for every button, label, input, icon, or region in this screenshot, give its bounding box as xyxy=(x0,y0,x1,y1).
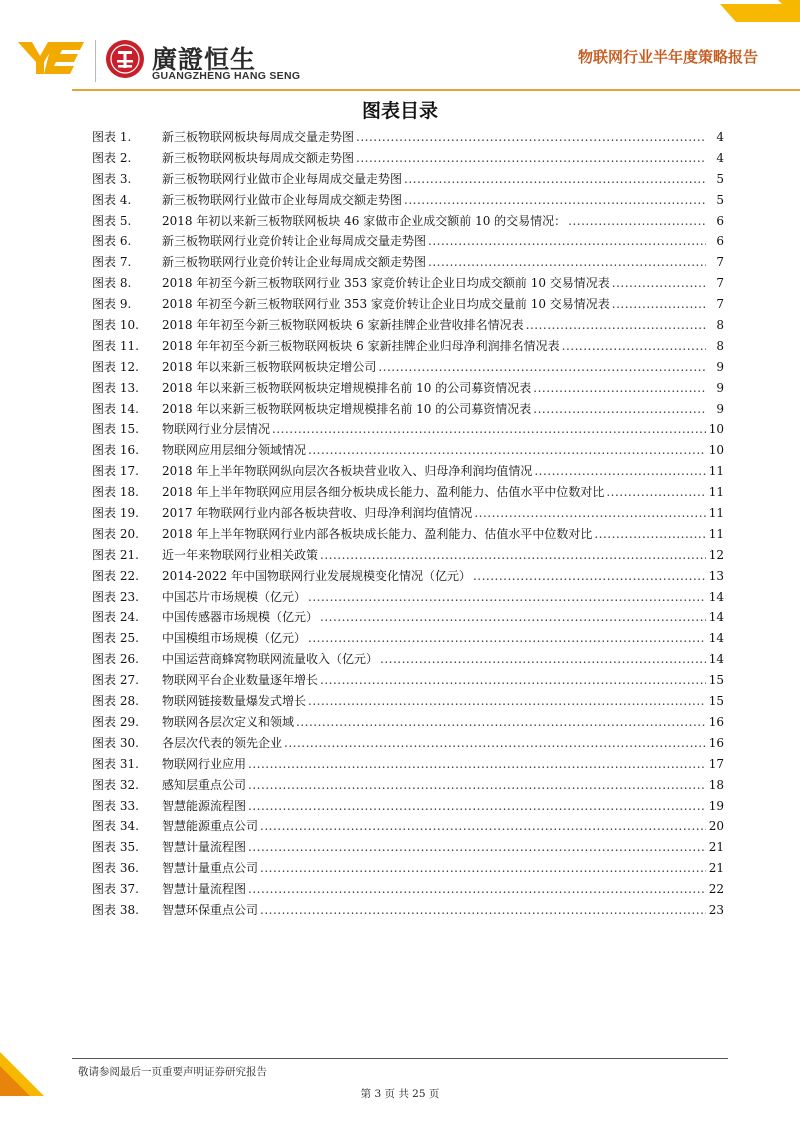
toc-entry-title: 2018 年以来新三板物联网板块定增公司 xyxy=(162,359,377,374)
logo-divider xyxy=(95,40,96,82)
toc-entry-title: 智慧计量流程图 xyxy=(162,840,247,855)
toc-entry-title: 2018 年年初至今新三板物联网板块 6 家新挂牌企业营收排名情况表 xyxy=(162,318,524,333)
toc-entry[interactable] xyxy=(92,400,724,421)
toc-leader-dots xyxy=(356,130,706,144)
toc-entry-title: 2018 年初至今新三板物联网行业 353 家竞价转让企业日均成交额前 10 交易情况表 xyxy=(162,276,610,291)
toc-entry-page: 22 xyxy=(708,882,724,897)
toc-entry[interactable] xyxy=(92,232,724,253)
toc-entry[interactable] xyxy=(92,316,724,337)
toc-leader-dots xyxy=(474,506,706,520)
toc-entry-number: 图表 29. xyxy=(92,714,139,729)
toc-entry-title: 2018 年以来新三板物联网板块定增规模排名前 10 的公司募资情况表 xyxy=(162,401,532,416)
toc-entry[interactable] xyxy=(92,420,724,441)
toc-entry-title: 2018 年上半年物联网行业内部各板块成长能力、盈利能力、估值水平中位数对比 xyxy=(162,526,593,541)
toc-entry[interactable] xyxy=(92,588,724,609)
toc-leader-dots xyxy=(248,757,706,771)
toc-entry[interactable] xyxy=(92,692,724,713)
company-seal-icon xyxy=(106,40,144,78)
toc-leader-dots xyxy=(356,151,706,165)
toc-entry-title: 智慧能源重点公司 xyxy=(162,819,259,834)
toc-entry-title: 物联网行业应用 xyxy=(162,756,247,771)
toc-entry-page: 9 xyxy=(716,401,724,416)
page-number: 第 3 页 共 25 页 xyxy=(360,1088,440,1100)
toc-leader-dots xyxy=(248,840,706,854)
toc-entry-page: 21 xyxy=(708,840,724,855)
table-of-figures xyxy=(92,128,724,922)
toc-leader-dots xyxy=(612,276,706,290)
toc-entry-title: 近一年来物联网行业相关政策 xyxy=(162,547,319,562)
toc-entry-number: 图表 25. xyxy=(92,631,139,646)
toc-entry-page: 19 xyxy=(708,798,724,813)
toc-entry[interactable] xyxy=(92,128,724,149)
toc-entry[interactable] xyxy=(92,797,724,818)
toc-entry-page: 13 xyxy=(708,568,724,583)
toc-entry-number: 图表 11. xyxy=(92,338,139,353)
toc-entry-page: 9 xyxy=(716,359,724,374)
header-divider xyxy=(72,89,800,91)
toc-leader-dots xyxy=(404,193,706,207)
toc-entry[interactable] xyxy=(92,776,724,797)
toc-leader-dots xyxy=(404,172,706,186)
toc-leader-dots xyxy=(534,464,706,478)
toc-entry-number: 图表 35. xyxy=(92,840,139,855)
toc-leader-dots xyxy=(320,610,706,624)
toc-entry-title: 新三板物联网行业做市企业每周成交额走势图 xyxy=(162,192,403,207)
toc-leader-dots xyxy=(380,652,706,666)
company-name-cn: 廣證恒生 xyxy=(152,45,257,74)
footer-divider xyxy=(72,1058,728,1059)
toc-entry[interactable] xyxy=(92,462,724,483)
toc-entry[interactable] xyxy=(92,901,724,922)
toc-entry-page: 8 xyxy=(716,318,724,333)
toc-leader-dots xyxy=(248,799,706,813)
toc-entry-number: 图表 3. xyxy=(92,171,132,186)
toc-entry-title: 新三板物联网板块每周成交量走势图 xyxy=(162,130,355,144)
footer-disclaimer: 敬请参阅最后一页重要声明证券研究报告 xyxy=(78,1066,267,1078)
toc-entry-title: 中国模组市场规模（亿元） xyxy=(162,631,307,646)
toc-leader-dots xyxy=(606,485,706,499)
toc-leader-dots xyxy=(562,339,706,353)
toc-entry-page: 17 xyxy=(708,756,724,771)
toc-leader-dots xyxy=(272,422,706,436)
toc-entry[interactable] xyxy=(92,859,724,880)
toc-entry[interactable] xyxy=(92,191,724,212)
toc-leader-dots xyxy=(248,882,706,896)
toc-entry-number: 图表 33. xyxy=(92,798,139,813)
toc-entry[interactable] xyxy=(92,295,724,316)
page-header xyxy=(0,0,800,100)
toc-entry-title: 智慧计量重点公司 xyxy=(162,861,259,876)
toc-entry-page: 12 xyxy=(708,547,724,562)
corner-stripe-icon xyxy=(720,4,800,22)
toc-entry-page: 11 xyxy=(708,464,724,479)
toc-entry-title: 物联网链接数量爆发式增长 xyxy=(162,694,307,709)
toc-entry[interactable] xyxy=(92,504,724,525)
toc-entry-page: 14 xyxy=(708,589,724,604)
toc-entry[interactable] xyxy=(92,650,724,671)
toc-entry-title: 智慧能源流程图 xyxy=(162,798,247,813)
toc-entry-number: 图表 27. xyxy=(92,673,139,688)
toc-entry-number: 图表 17. xyxy=(92,464,139,479)
toc-leader-dots xyxy=(308,631,706,645)
toc-entry-number: 图表 16. xyxy=(92,443,139,458)
toc-entry-page: 10 xyxy=(708,422,724,437)
toc-entry-page: 7 xyxy=(716,276,724,291)
toc-entry-number: 图表 4. xyxy=(92,192,132,207)
toc-entry-title: 2017 年物联网行业内部各板块营收、归母净利润均值情况 xyxy=(162,506,473,521)
toc-leader-dots xyxy=(308,694,706,708)
toc-entry-page: 4 xyxy=(716,150,724,165)
toc-entry-number: 图表 6. xyxy=(92,234,132,249)
toc-entry-number: 图表 37. xyxy=(92,882,139,897)
toc-entry-number: 图表 15. xyxy=(92,422,139,437)
report-title: 物联网行业半年度策略报告 xyxy=(577,48,758,66)
toc-entry-number: 图表 2. xyxy=(92,150,132,165)
toc-entry-number: 图表 28. xyxy=(92,694,139,709)
toc-entry[interactable] xyxy=(92,755,724,776)
toc-entry-title: 2018 年以来新三板物联网板块定增规模排名前 10 的公司募资情况表 xyxy=(162,380,532,395)
toc-entry[interactable] xyxy=(92,149,724,170)
toc-entry[interactable] xyxy=(92,629,724,650)
toc-leader-dots xyxy=(308,443,706,457)
toc-entry-number: 图表 24. xyxy=(92,610,139,625)
toc-entry-title: 中国传感器市场规模（亿元） xyxy=(162,610,319,625)
toc-leader-dots xyxy=(260,861,706,875)
toc-entry-page: 15 xyxy=(708,673,724,688)
page-title: 图表目录 xyxy=(361,100,438,122)
toc-leader-dots xyxy=(260,903,706,917)
toc-entry-page: 4 xyxy=(716,130,724,144)
toc-entry[interactable] xyxy=(92,713,724,734)
toc-entry-page: 10 xyxy=(708,443,724,458)
toc-entry[interactable] xyxy=(92,441,724,462)
toc-entry-number: 图表 20. xyxy=(92,526,139,541)
toc-entry-page: 16 xyxy=(708,735,724,750)
toc-leader-dots xyxy=(260,819,706,833)
toc-entry-number: 图表 8. xyxy=(92,276,132,291)
toc-entry[interactable] xyxy=(92,734,724,755)
toc-entry-page: 5 xyxy=(716,171,724,186)
toc-entry-page: 8 xyxy=(716,338,724,353)
toc-entry-page: 9 xyxy=(716,380,724,395)
toc-entry-number: 图表 31. xyxy=(92,756,139,771)
toc-leader-dots xyxy=(320,548,706,562)
toc-entry-number: 图表 30. xyxy=(92,735,139,750)
toc-leader-dots xyxy=(533,381,706,395)
toc-entry-page: 7 xyxy=(716,255,724,270)
toc-entry-number: 图表 23. xyxy=(92,589,139,604)
toc-entry[interactable] xyxy=(92,525,724,546)
toc-entry-title: 2018 年初至今新三板物联网行业 353 家竞价转让企业日均成交量前 10 交易情况表 xyxy=(162,297,610,312)
toc-leader-dots xyxy=(308,590,706,604)
toc-entry-title: 中国运营商蜂窝物联网流量收入（亿元） xyxy=(162,652,379,667)
toc-entry-title: 智慧计量流程图 xyxy=(162,882,247,897)
toc-entry-page: 14 xyxy=(708,652,724,667)
toc-entry[interactable] xyxy=(92,337,724,358)
toc-entry[interactable] xyxy=(92,358,724,379)
toc-entry-number: 图表 5. xyxy=(92,213,132,228)
toc-entry-number: 图表 19. xyxy=(92,506,139,521)
toc-entry-number: 图表 38. xyxy=(92,902,139,917)
toc-entry[interactable] xyxy=(92,671,724,692)
toc-entry[interactable] xyxy=(92,817,724,838)
toc-entry[interactable] xyxy=(92,546,724,567)
toc-entry-title: 2018 年上半年物联网纵向层次各板块营业收入、归母净利润均值情况 xyxy=(162,464,533,479)
toc-entry-page: 14 xyxy=(708,610,724,625)
toc-entry-number: 图表 26. xyxy=(92,652,139,667)
toc-entry-title: 智慧环保重点公司 xyxy=(162,902,259,917)
toc-entry-page: 21 xyxy=(708,861,724,876)
toc-entry-number: 图表 13. xyxy=(92,380,139,395)
toc-entry-page: 6 xyxy=(716,213,724,228)
toc-entry-title: 新三板物联网行业做市企业每周成交量走势图 xyxy=(162,171,403,186)
toc-entry-number: 图表 9. xyxy=(92,297,132,312)
toc-entry-number: 图表 7. xyxy=(92,255,132,270)
toc-entry-page: 23 xyxy=(708,902,724,917)
toc-entry-number: 图表 1. xyxy=(92,130,132,144)
toc-entry[interactable] xyxy=(92,212,724,233)
toc-entry[interactable] xyxy=(92,483,724,504)
toc-leader-dots xyxy=(248,778,706,792)
toc-entry-number: 图表 22. xyxy=(92,568,139,583)
toc-entry-page: 15 xyxy=(708,694,724,709)
toc-entry-title: 2014-2022 年中国物联网行业发展规模变化情况（亿元） xyxy=(162,568,471,583)
toc-leader-dots xyxy=(526,318,706,332)
toc-entry-page: 16 xyxy=(708,714,724,729)
toc-entry-title: 2018 年上半年物联网应用层各细分板块成长能力、盈利能力、估值水平中位数对比 xyxy=(162,485,605,500)
toc-leader-dots xyxy=(428,255,706,269)
toc-leader-dots xyxy=(428,234,706,248)
toc-entry[interactable] xyxy=(92,379,724,400)
ye-logo-icon xyxy=(18,38,88,78)
toc-entry-title: 中国芯片市场规模（亿元） xyxy=(162,589,307,604)
toc-entry-title: 新三板物联网行业竞价转让企业每周成交量走势图 xyxy=(162,234,427,249)
toc-entry-page: 11 xyxy=(708,485,724,500)
toc-leader-dots xyxy=(378,360,706,374)
toc-entry-page: 11 xyxy=(708,506,724,521)
toc-entry-page: 14 xyxy=(708,631,724,646)
toc-leader-dots xyxy=(284,736,706,750)
toc-entry-title: 2018 年初以来新三板物联网板块 46 家做市企业成交额前 10 的交易情况： xyxy=(162,213,567,228)
toc-entry-number: 图表 21. xyxy=(92,547,139,562)
toc-entry[interactable] xyxy=(92,608,724,629)
toc-leader-dots xyxy=(296,715,706,729)
toc-entry-page: 11 xyxy=(708,526,724,541)
toc-entry[interactable] xyxy=(92,274,724,295)
toc-entry[interactable] xyxy=(92,253,724,274)
toc-entry-number: 图表 14. xyxy=(92,401,139,416)
toc-entry-number: 图表 12. xyxy=(92,359,139,374)
toc-entry-title: 新三板物联网行业竞价转让企业每周成交额走势图 xyxy=(162,255,427,270)
toc-leader-dots xyxy=(533,402,706,416)
toc-entry-title: 新三板物联网板块每周成交额走势图 xyxy=(162,150,355,165)
toc-entry-number: 图表 32. xyxy=(92,777,139,792)
toc-entry[interactable] xyxy=(92,880,724,901)
toc-entry-title: 物联网应用层细分领域情况 xyxy=(162,443,307,458)
toc-entry-page: 18 xyxy=(708,777,724,792)
toc-entry[interactable] xyxy=(92,170,724,191)
toc-entry-title: 各层次代表的领先企业 xyxy=(162,735,283,750)
toc-entry-title: 感知层重点公司 xyxy=(162,777,247,792)
toc-entry-number: 图表 36. xyxy=(92,861,139,876)
toc-entry-page: 5 xyxy=(716,192,724,207)
toc-leader-dots xyxy=(473,569,706,583)
toc-entry-number: 图表 34. xyxy=(92,819,139,834)
toc-entry[interactable] xyxy=(92,567,724,588)
toc-entry-page: 6 xyxy=(716,234,724,249)
toc-entry[interactable] xyxy=(92,838,724,859)
toc-entry-page: 7 xyxy=(716,297,724,312)
toc-entry-number: 图表 10. xyxy=(92,318,139,333)
toc-entry-title: 物联网平台企业数量逐年增长 xyxy=(162,673,319,688)
toc-leader-dots xyxy=(320,673,706,687)
company-name-en: GUANGZHENG HANG SENG xyxy=(152,70,301,82)
toc-leader-dots xyxy=(568,214,706,228)
toc-entry-title: 物联网各层次定义和领域 xyxy=(162,714,295,729)
toc-entry-page: 20 xyxy=(708,819,724,834)
toc-entry-number: 图表 18. xyxy=(92,485,139,500)
toc-leader-dots xyxy=(612,297,706,311)
toc-entry-title: 2018 年年初至今新三板物联网板块 6 家新挂牌企业归母净利润排名情况表 xyxy=(162,338,560,353)
toc-entry-title: 物联网行业分层情况 xyxy=(162,422,271,437)
toc-leader-dots xyxy=(594,527,706,541)
